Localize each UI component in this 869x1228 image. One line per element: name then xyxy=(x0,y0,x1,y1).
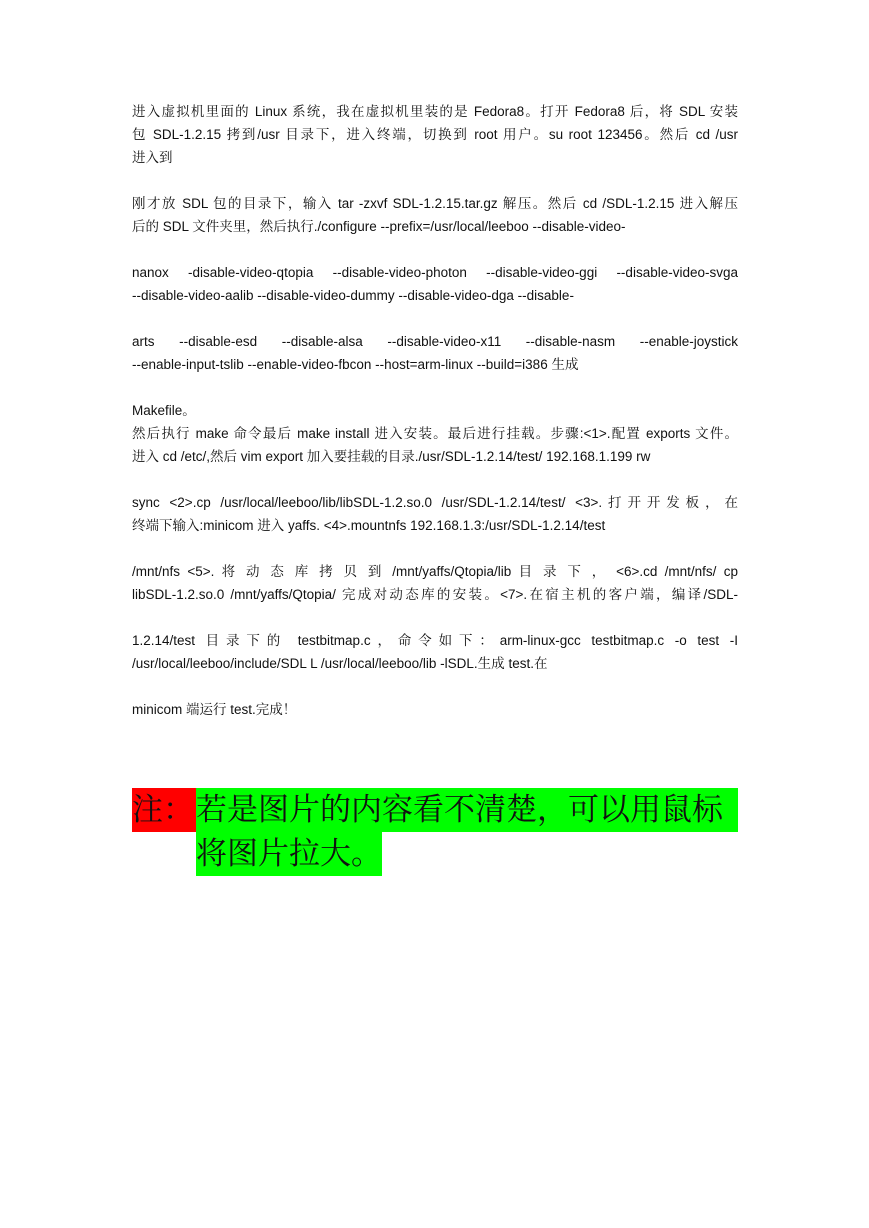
text-line: Makefile。 xyxy=(132,403,196,418)
text-line: /usr/local/leeboo/include/SDL L /usr/local/leeboo/lib -lSDL.生成 test.在 xyxy=(132,656,548,671)
text-line: --disable-video-aalib --disable-video-dummy --disable-video-dga --disable- xyxy=(132,288,574,303)
note-row xyxy=(196,832,738,876)
text-line: libSDL-1.2.so.0 /mnt/yaffs/Qtopia/ 完成对动态库的安装。<7>.在宿主机的客户端，编译/SDL- xyxy=(132,587,738,602)
paragraph-gap xyxy=(132,169,738,192)
text-line: 1.2.14/test 目录下的 testbitmap.c，命令如下：arm-linux-gcc testbitmap.c -o test -I xyxy=(132,633,738,648)
text-line: arts --disable-esd --disable-alsa --disable-video-x11 --disable-nasm --enable-joystick xyxy=(132,334,738,349)
note-text-line1: 若是图片的内容看不清楚，可以用鼠标 xyxy=(196,788,738,832)
text-line: --enable-input-tslib --enable-video-fbcon --host=arm-linux --build=i386 生成 xyxy=(132,357,579,372)
text-line: 刚才放 SDL 包的目录下，输入 tar -zxvf SDL-1.2.15.tar.gz 解压。然后 cd /SDL-1.2.15 进入解压 xyxy=(132,196,738,211)
text-line: 进入到 xyxy=(132,150,173,165)
paragraph-gap xyxy=(132,675,738,698)
text-line: minicom 端运行 test.完成！ xyxy=(132,702,297,717)
note-text-line2: 将图片拉大。 xyxy=(196,832,382,876)
paragraph-gap xyxy=(132,606,738,629)
paragraph-gap xyxy=(132,468,738,491)
text-line: 进入虚拟机里面的 Linux 系统，我在虚拟机里装的是 Fedora8。打开 Fedora8 后，将 SDL 安装 xyxy=(132,104,738,119)
text-line: /mnt/nfs <5>. 将 动 态 库 拷 贝 到 /mnt/yaffs/Qtopia/lib 目 录 下 ， <6>.cd /mnt/nfs/ cp xyxy=(132,564,738,579)
text-line: sync <2>.cp /usr/local/leeboo/lib/libSDL-1.2.so.0 /usr/SDL-1.2.14/test/ <3>.打开开发板，在 xyxy=(132,495,738,510)
paragraph-gap xyxy=(132,238,738,261)
note-label: 注： xyxy=(132,788,196,832)
paragraph-gap xyxy=(132,307,738,330)
paragraph-gap xyxy=(132,376,738,399)
text-line: 终端下输入:minicom 进入 yaffs. <4>.mountnfs 192.168.1.3:/usr/SDL-1.2.14/test xyxy=(132,518,606,533)
document-body xyxy=(132,100,738,721)
text-line: nanox -disable-video-qtopia --disable-video-photon --disable-video-ggi --disable-video-svga xyxy=(132,265,738,280)
note-row xyxy=(132,788,738,832)
text-line: 后的 SDL 文件夹里，然后执行./configure --prefix=/usr/local/leeboo --disable-video- xyxy=(132,219,626,234)
text-line: 然后执行 make 命令最后 make install 进入安装。最后进行挂载。步骤:<1>.配置 exports 文件。 xyxy=(132,426,738,441)
text-line: 包 SDL-1.2.15 拷到/usr 目录下，进入终端，切换到 root 用户。su root 123456。然后 cd /usr xyxy=(132,127,738,142)
paragraph-gap xyxy=(132,537,738,560)
note-callout xyxy=(132,788,738,876)
text-line: 进入 cd /etc/,然后 vim export 加入要挂载的目录./usr/SDL-1.2.14/test/ 192.168.1.199 rw xyxy=(132,449,651,464)
